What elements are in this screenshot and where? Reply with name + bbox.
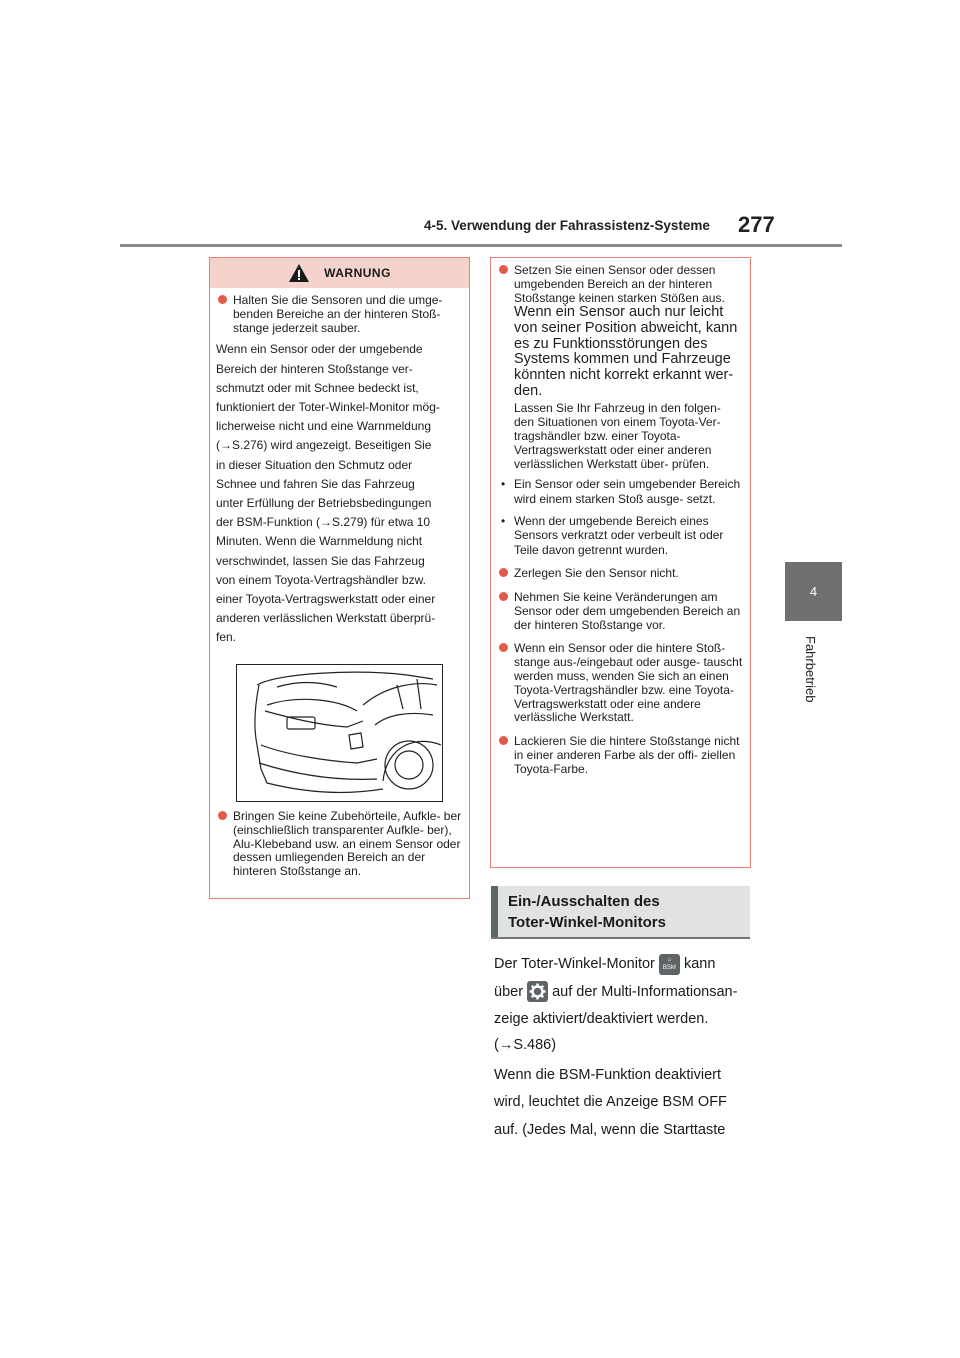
bullet-text: Lackieren Sie die hintere Stoßstange nicht in einer anderen Farbe als der offi- ziellen Toyota-Farbe. xyxy=(514,734,740,776)
para-line: schmutzt oder mit Schnee bedeckt ist, xyxy=(216,380,419,395)
warning-title: WARNUNG xyxy=(324,266,391,280)
warning-box xyxy=(209,257,470,899)
body-text-span: über xyxy=(494,983,524,1000)
bsm-icon: ⌂ BSM xyxy=(659,954,680,975)
bullet-dot xyxy=(218,295,227,304)
bsm-icon-label: BSM xyxy=(662,964,676,971)
para-line: in dieser Situation den Schmutz oder xyxy=(216,457,413,472)
caution-bullet-replace xyxy=(497,642,744,725)
para-line: Wenn ein Sensor oder der umgebende xyxy=(216,342,423,357)
bullet-text: Nehmen Sie keine Veränderungen am Sensor oder dem umgebenden Bereich an der hinteren Stoßstange vor. xyxy=(514,590,741,632)
para-line: anderen verlässlichen Werkstatt überprü- xyxy=(216,611,436,626)
caution-box xyxy=(490,257,751,868)
para-line: Schnee und fahren Sie das Fahrzeug xyxy=(216,476,415,491)
para-line: (→S.276) wird angezeigt. Beseitigen Sie xyxy=(216,438,432,453)
body-line: auf. (Jedes Mal, wenn die Starttaste xyxy=(494,1121,726,1138)
bullet-text: Halten Sie die Sensoren und die umge- benden Bereiche an der hinteren Stoß- stange jederzeit sauber. xyxy=(233,293,443,335)
section-title-line: Toter-Winkel-Monitors xyxy=(508,914,666,931)
section-rule xyxy=(491,937,750,939)
chapter-number: 4 xyxy=(809,584,818,599)
body-text-span: auf der Multi-Informationsan- xyxy=(552,983,738,1000)
bullet-text-large: Wenn ein Sensor auch nur leicht von seiner Position abweicht, kann es zu Funktionsstörungen des Systems kommen und Fahrzeuge könnten nicht korrekt erkannt wer- den. xyxy=(514,304,738,399)
para-line: einer Toyota-Vertragswerkstatt oder einer xyxy=(216,592,436,607)
bullet-dot xyxy=(218,811,227,820)
bullet-dot xyxy=(499,736,508,745)
bullet-text: Setzen Sie einen Sensor oder dessen umgebenden Bereich an der hinteren Stoßstange keinen starken Stößen aus. xyxy=(514,263,725,305)
header-rule xyxy=(120,244,842,247)
bullet-dot xyxy=(499,568,508,577)
body-text-span: kann xyxy=(683,956,716,972)
body-line: wird, leuchtet die Anzeige BSM OFF xyxy=(494,1094,727,1110)
body-line xyxy=(494,979,756,1007)
running-header: 4-5. Verwendung der Fahrassistenz-Systeme xyxy=(424,218,710,233)
sub-text: Ein Sensor oder sein umgebender Bereich wird einem starken Stoß ausge- setzt. xyxy=(514,477,741,506)
para-line: fen. xyxy=(216,630,237,645)
caution-bullet-impacts xyxy=(497,264,744,471)
warning-bullet-accessories xyxy=(216,810,463,879)
page-reference-link[interactable]: (→S.486) xyxy=(494,1036,557,1053)
para-line: Bereich der hinteren Stoßstange ver- xyxy=(216,361,413,376)
sub-bullet: • xyxy=(501,477,506,492)
bullet-text: Zerlegen Sie den Sensor nicht. xyxy=(514,566,679,581)
section-heading xyxy=(491,886,750,938)
para-line: der BSM-Funktion (→S.279) für etwa 10 xyxy=(216,515,431,530)
page-number: 277 xyxy=(738,212,775,237)
warning-triangle-icon xyxy=(288,263,310,283)
bullet-text: Lassen Sie Ihr Fahrzeug in den folgen- den Situationen von einem Toyota-Ver- tragshändler bzw. einer Toyota-Vertragswerkstatt oder einer anderen verlässlichen Werkstatt über- prüfen. xyxy=(514,401,721,471)
bullet-text: Bringen Sie keine Zubehörteile, Aufkle- ber (einschließlich transparenter Aufkle- ber), Alu-Klebeband usw. an einem Sensor oder dessen umliegenden Bereich an der hinteren Stoßstange an. xyxy=(233,809,462,879)
para-line: unter Erfüllung der Betriebsbedingungen xyxy=(216,496,432,511)
section-title-line: Ein-/Ausschalten des xyxy=(508,893,660,910)
car-rear-drawing xyxy=(237,665,442,801)
chapter-tab xyxy=(785,562,842,621)
sub-text: Wenn der umgebende Bereich eines Sensors verkratzt oder verbeult ist oder Teile davon getrennt wurden. xyxy=(514,514,724,557)
bullet-dot xyxy=(499,643,508,652)
caution-bullet-disassemble xyxy=(497,567,744,581)
body-line: zeige aktiviert/deaktiviert werden. xyxy=(494,1011,709,1027)
warning-bullet-clean xyxy=(216,294,463,335)
para-line: funktioniert der Toter-Winkel-Monitor mög- xyxy=(216,400,440,414)
sub-bullet: • xyxy=(501,514,506,529)
warning-header xyxy=(210,258,469,288)
caution-subitem xyxy=(497,477,744,506)
caution-subitem xyxy=(497,514,744,557)
para-line: von einem Toyota-Vertragshändler bzw. xyxy=(216,572,426,587)
warning-paragraph xyxy=(216,340,463,647)
body-text xyxy=(494,951,756,1144)
body-text-span: Der Toter-Winkel-Monitor xyxy=(494,956,655,972)
para-line: Minuten. Wenn die Warnmeldung nicht xyxy=(216,534,423,549)
body-line: Wenn die BSM-Funktion deaktiviert xyxy=(494,1066,722,1083)
body-line xyxy=(494,951,756,979)
caution-bullet-modify xyxy=(497,591,744,632)
para-line: verschwindet, lassen Sie das Fahrzeug xyxy=(216,553,425,568)
chapter-name: Fahrbetrieb xyxy=(803,636,818,703)
settings-gear-icon xyxy=(527,981,548,1002)
bullet-text: Wenn ein Sensor oder die hintere Stoß- stange aus-/eingebaut oder ausge- tauscht werden muss, wenden Sie sich an einen Toyota-Vertragshändler bzw. eine Toyota-Vertragswerkstatt oder eine andere verlässliche Werkstatt. xyxy=(514,641,743,725)
caution-bullet-paint xyxy=(497,735,744,776)
para-line: licherweise nicht und eine Warnmeldung xyxy=(216,419,432,434)
bullet-dot xyxy=(499,265,508,274)
rear-bumper-illustration xyxy=(236,664,443,802)
bullet-dot xyxy=(499,592,508,601)
